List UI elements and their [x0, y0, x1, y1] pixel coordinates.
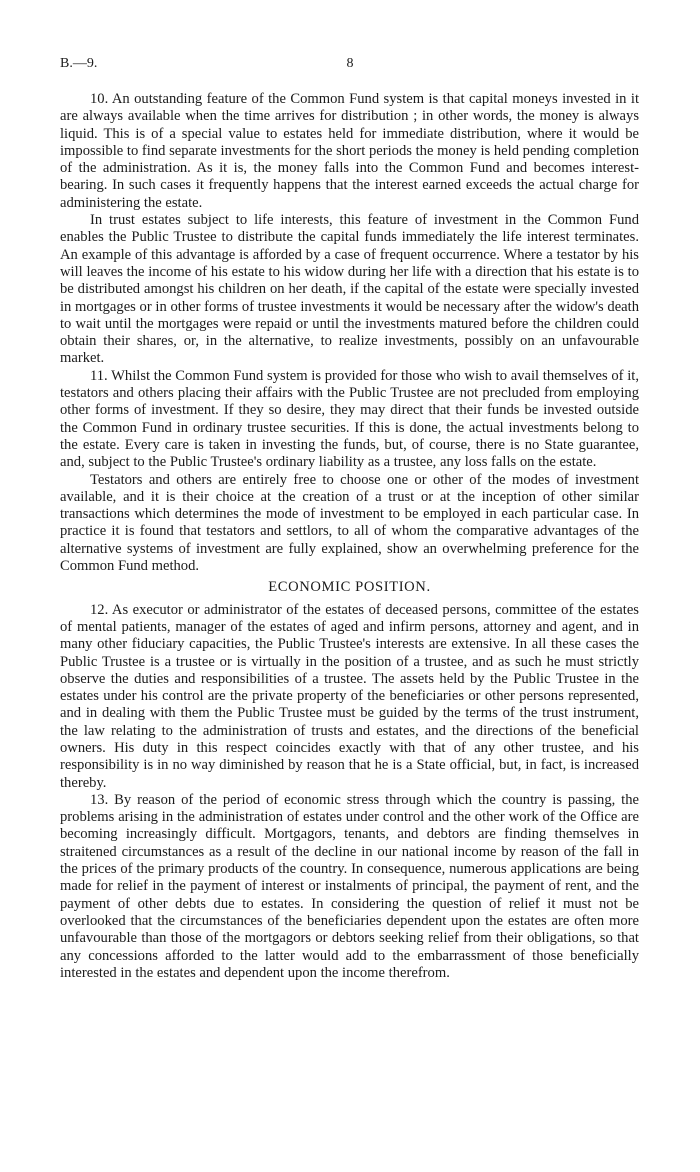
- paragraph-10-continued: In trust estates subject to life interests, this feature of investment in the Common Fund enables the Public Trustee to distribute the capital funds immediately the life interest terminates. An example of this advantage is afforded by a case of frequent occurrence. Where a testator by his will leaves the income of his estate to his widow during her life with a direction that his estate is to be distributed amongst his children on her death, if the capital of the estate were specially invested in mortgages or in other forms of trustee investments it would be necessary after the widow's death to wait until the mortgages were repaid or until the investments matured before the children could obtain their shares, or, in the alternative, to realize investments, possibly on an unfavourable market.: [60, 212, 639, 367]
- paragraph-10: 10. An outstanding feature of the Common Fund system is that capital moneys invested in it are always available when the time arrives for distribution ; in other words, the money is always liquid. This is of a special value to estates held for immediate distribution, where it would be impossible to find separate investments for the short periods the money is held pending completion of the administration. As it is, the money falls into the Common Fund and becomes interest-bearing. In such cases it frequently happens that the interest earned exceeds the actual charge for administering the estate.: [60, 91, 639, 211]
- section-heading: ECONOMIC POSITION.: [268, 579, 431, 596]
- page-header: [60, 56, 640, 76]
- paragraph-12: 12. As executor or administrator of the estates of deceased persons, committee of the estates of mental patients, manager of the estates of aged and infirm persons, attorney and agent, and in many other fiduciary capacities, the Public Trustee's interests are extensive. In all these cases the Public Trustee is a trustee or is virtually in the position of a trustee, and as such he must strictly observe the duties and responsibilities of a trustee. The assets held by the Public Trustee in the estates under his control are the private property of the beneficiaries or other persons represented, and in dealing with them the Public Trustee must be guided by the terms of the trust instrument, the law relating to the administration of trusts and estates, and the directions of the beneficial owners. His duty in this respect coincides exactly with that of any other trustee, and his responsibility is in no way diminished by reason that he is a State official, but, in fact, is increased thereby.: [60, 601, 639, 791]
- page-number: 8: [346, 56, 354, 71]
- document-reference: B.—9.: [60, 56, 98, 71]
- document-body: [60, 91, 639, 982]
- paragraph-11-continued: Testators and others are entirely free to choose one or other of the modes of investment available, and it is their choice at the creation of a trust or at the inception of other similar transactions which determines the mode of investment to be employed in each particular case. In practice it is found that testators and settlors, to all of whom the comparative advantages of the alternative systems of investment are fully explained, show an overwhelming preference for the Common Fund method.: [60, 471, 639, 575]
- paragraph-13: 13. By reason of the period of economic stress through which the country is passing, the problems arising in the administration of estates under control and the other work of the Office are becoming increasingly difficult. Mortgagors, tenants, and debtors are finding themselves in straitened circumstances as a result of the decline in our national income by reason of the fall in the prices of the primary products of the country. In consequence, numerous applications are being made for relief in the payment of interest or instalments of principal, the payment of rent, and the payment of other debts due to estates. In considering the question of relief it must not be overlooked that the circumstances of the beneficiaries dependent upon the estates are often more unfavourable than those of the mortgagors or debtors seeking relief from their obligations, so that any concessions afforded to the latter would add to the embarrassment of those beneficially interested in the estates and dependent upon the income therefrom.: [60, 791, 639, 981]
- paragraph-11: 11. Whilst the Common Fund system is provided for those who wish to avail themselves of it, testators and others placing their affairs with the Public Trustee are not precluded from employing other forms of investment. If they so desire, they may direct that their funds be invested outside the Common Fund in ordinary trustee securities. If this is done, the actual investments belong to the estate. Every care is taken in investing the funds, but, of course, there is no State guarantee, and, subject to the Public Trustee's ordinary liability as a trustee, any loss falls on the estate.: [60, 367, 639, 471]
